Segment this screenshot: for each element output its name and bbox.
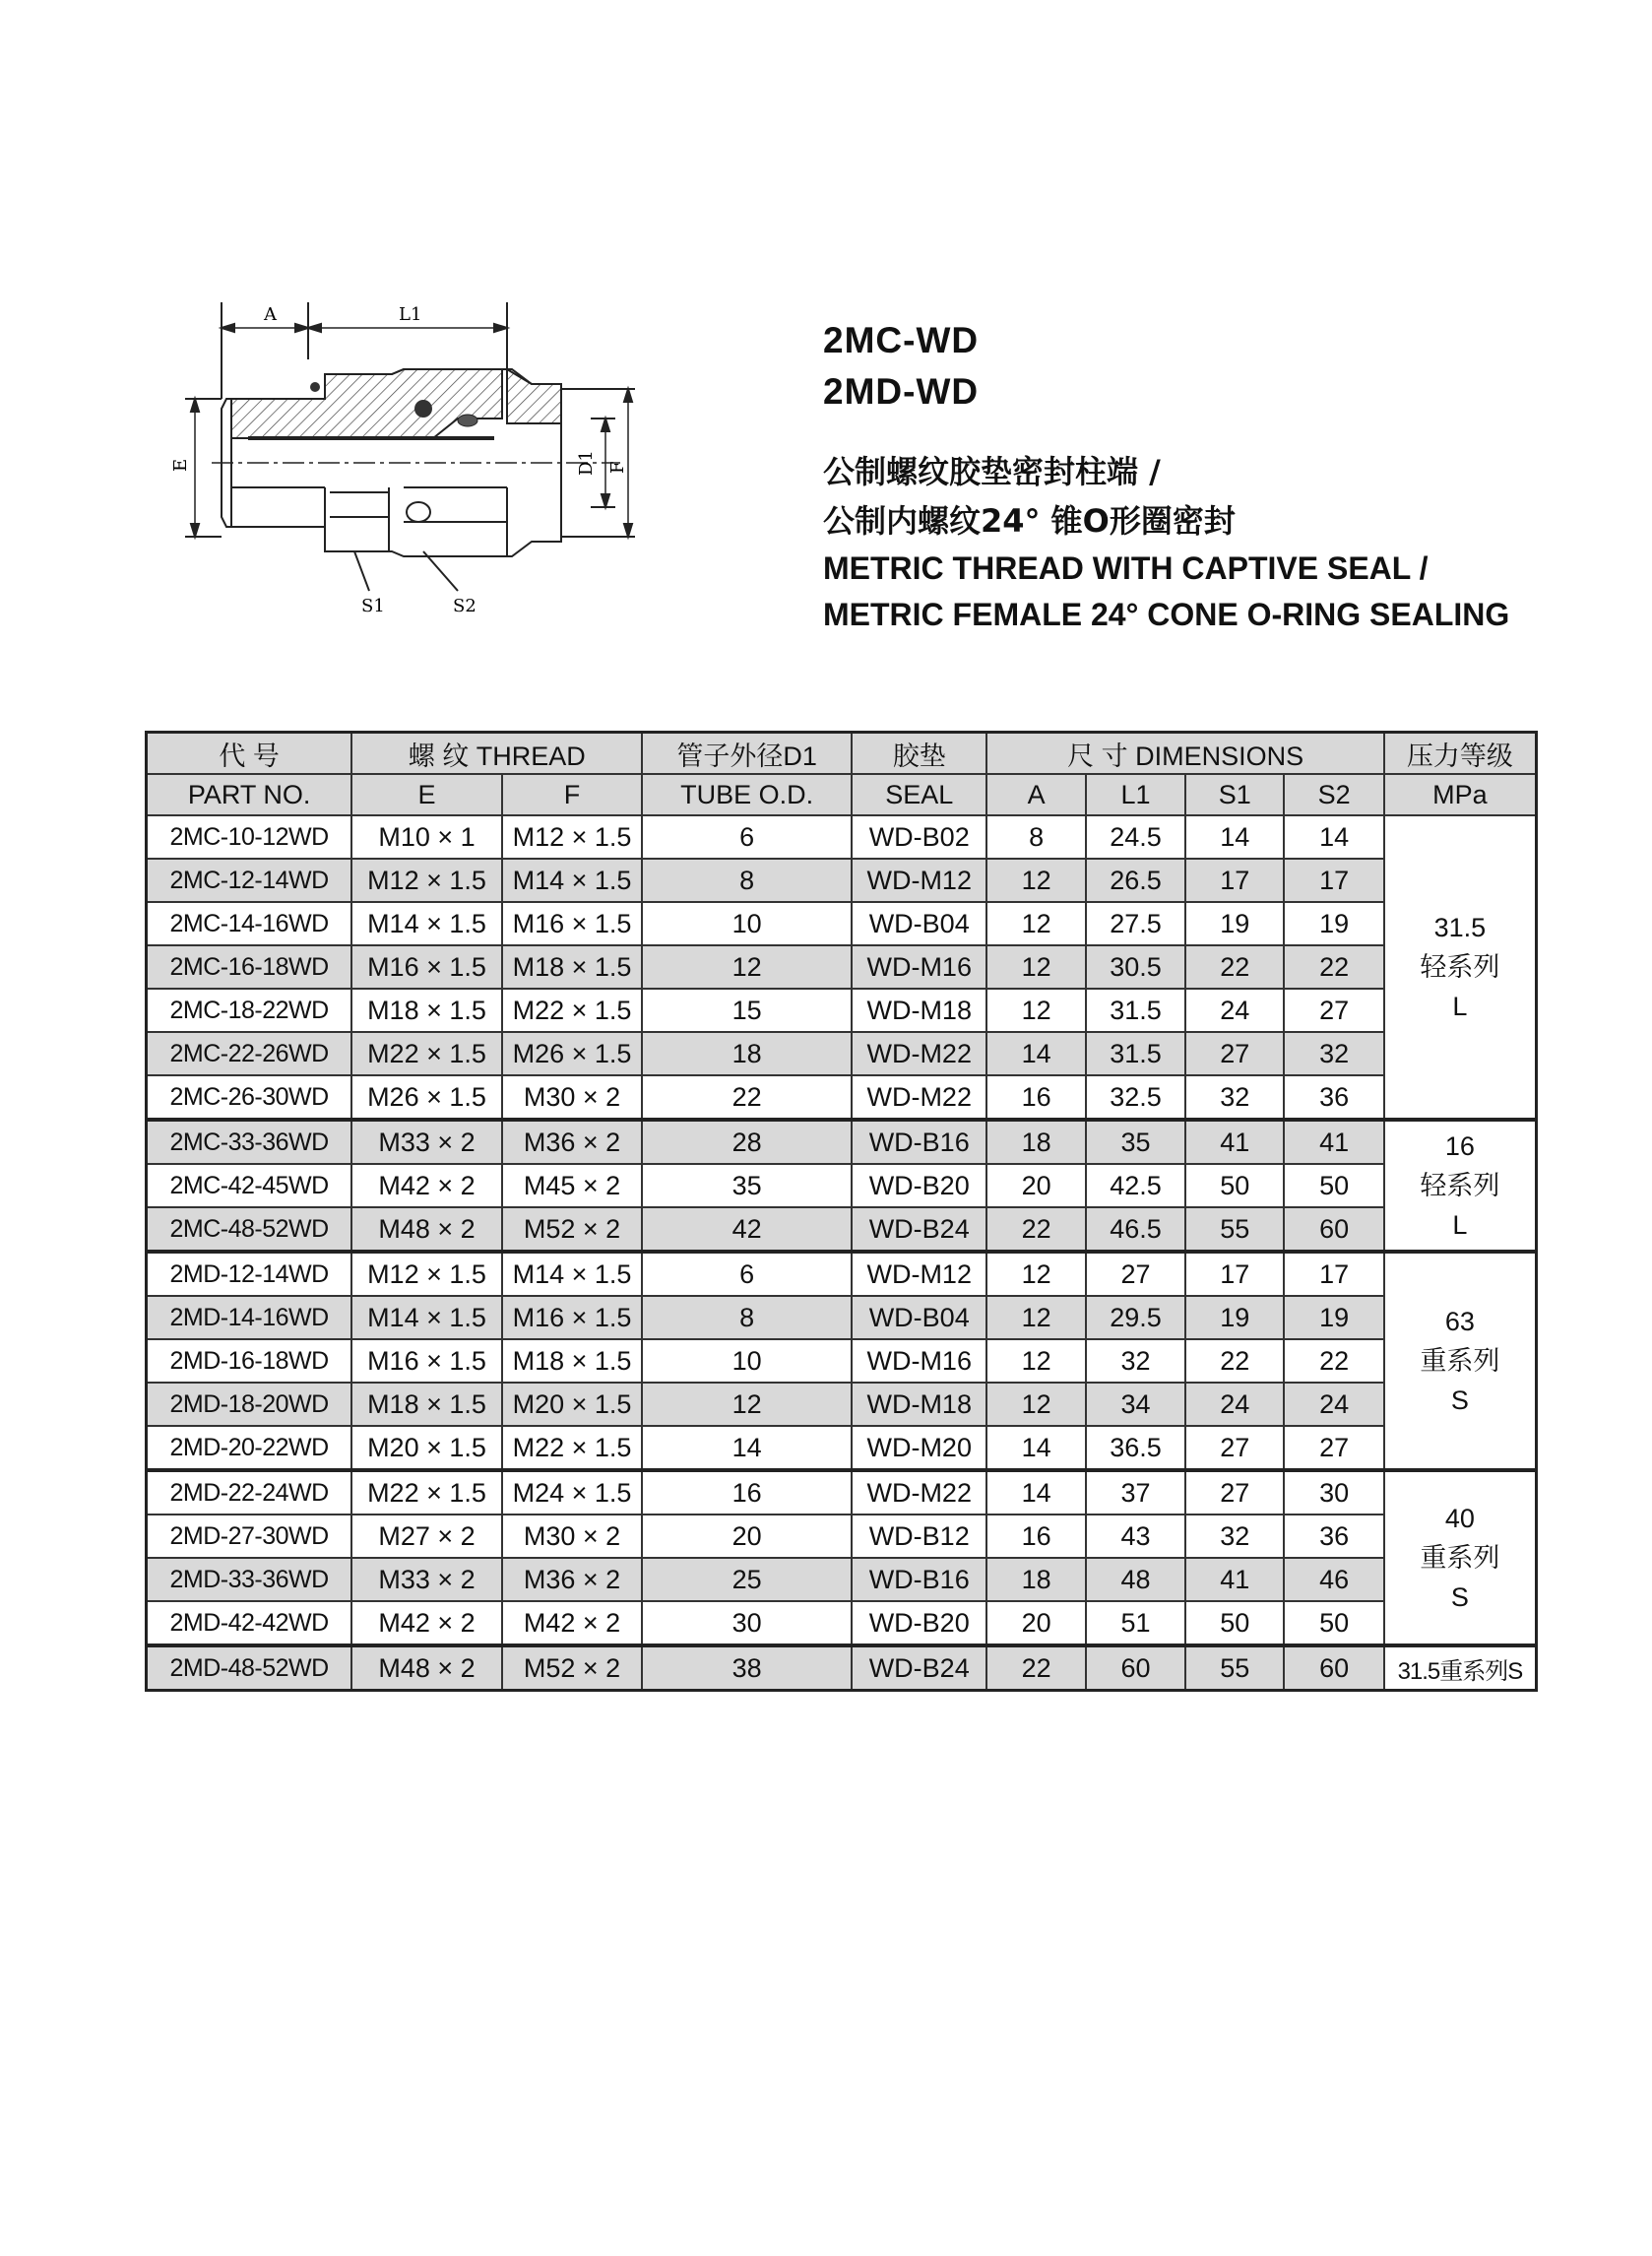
cell-dim-s1: 32 [1185,1515,1284,1558]
cell-dim-a: 12 [986,1383,1085,1426]
table-row [147,815,1537,859]
cell-part-no: 2MC-33-36WD [147,1120,352,1164]
cell-thread-e: M20 × 1.5 [351,1426,502,1470]
cell-dim-a: 12 [986,989,1085,1032]
cell-thread-f: M22 × 1.5 [502,1426,643,1470]
cell-thread-e: M27 × 2 [351,1515,502,1558]
table-row [147,1120,1537,1164]
cell-dim-l1: 43 [1086,1515,1185,1558]
cell-tube-od: 12 [642,945,852,989]
cell-seal: WD-B16 [852,1558,986,1601]
cell-dim-a: 12 [986,945,1085,989]
cell-dim-s1: 24 [1185,1383,1284,1426]
spec-table [145,731,1538,1692]
cell-tube-od: 6 [642,815,852,859]
cell-thread-f: M22 × 1.5 [502,989,643,1032]
cell-dim-l1: 34 [1086,1383,1185,1426]
cell-tube-od: 8 [642,859,852,902]
cell-dim-s1: 55 [1185,1207,1284,1252]
cell-tube-od: 8 [642,1296,852,1339]
cell-thread-f: M24 × 1.5 [502,1470,643,1515]
header-s2: S2 [1284,774,1383,815]
cell-pressure-group [1384,1120,1537,1252]
header-thread: 螺 纹 THREAD [351,733,642,775]
cell-dim-l1: 27 [1086,1252,1185,1296]
cell-dim-a: 14 [986,1426,1085,1470]
pressure-value: 40 [1444,1504,1475,1533]
cell-dim-a: 8 [986,815,1085,859]
cell-dim-s2: 14 [1284,815,1383,859]
cell-pressure-group [1384,1470,1537,1645]
dim-l1-label: L1 [399,304,422,325]
cell-tube-od: 30 [642,1601,852,1645]
cell-part-no: 2MC-18-22WD [147,989,352,1032]
table-row [147,945,1537,989]
cell-part-no: 2MC-22-26WD [147,1032,352,1075]
cell-dim-s2: 19 [1284,902,1383,945]
cell-pressure-group [1384,1252,1537,1470]
table-row [147,989,1537,1032]
cell-dim-l1: 27.5 [1086,902,1185,945]
cell-dim-l1: 46.5 [1086,1207,1185,1252]
table-row [147,1296,1537,1339]
cell-thread-e: M12 × 1.5 [351,859,502,902]
cell-seal: WD-B20 [852,1601,986,1645]
cell-dim-s2: 32 [1284,1032,1383,1075]
header-part-cn: 代 号 [147,733,352,775]
model-code: 2MC-WD [823,320,980,360]
cell-seal: WD-M18 [852,1383,986,1426]
dim-e-label: E [170,458,191,472]
cell-tube-od: 6 [642,1252,852,1296]
cell-tube-od: 16 [642,1470,852,1515]
cell-dim-l1: 26.5 [1086,859,1185,902]
header-f: F [502,774,643,815]
cell-dim-s2: 41 [1284,1120,1383,1164]
cell-dim-l1: 31.5 [1086,989,1185,1032]
cell-tube-od: 10 [642,1339,852,1383]
cell-seal: WD-M22 [852,1032,986,1075]
cell-thread-e: M26 × 1.5 [351,1075,502,1120]
cell-dim-a: 12 [986,902,1085,945]
cell-dim-s1: 22 [1185,945,1284,989]
cell-part-no: 2MC-48-52WD [147,1207,352,1252]
cell-dim-s1: 50 [1185,1164,1284,1207]
cell-dim-s2: 17 [1284,859,1383,902]
cell-seal: WD-B24 [852,1207,986,1252]
title-en-line: METRIC FEMALE 24° CONE O-RING SEALING [823,597,1510,632]
cell-dim-s1: 50 [1185,1601,1284,1645]
cell-tube-od: 10 [642,902,852,945]
cell-seal: WD-M12 [852,1252,986,1296]
table-row [147,859,1537,902]
cell-part-no: 2MC-42-45WD [147,1164,352,1207]
cell-dim-l1: 37 [1086,1470,1185,1515]
cell-tube-od: 15 [642,989,852,1032]
dim-s1-label: S1 [361,596,385,616]
cell-dim-a: 14 [986,1470,1085,1515]
table-row [147,1032,1537,1075]
cell-dim-s1: 27 [1185,1032,1284,1075]
cell-dim-l1: 51 [1086,1601,1185,1645]
dim-a-label: A [264,304,277,325]
cell-tube-od: 35 [642,1164,852,1207]
cell-dim-s2: 60 [1284,1207,1383,1252]
table-row [147,1383,1537,1426]
cell-tube-od: 18 [642,1032,852,1075]
cell-seal: WD-M16 [852,1339,986,1383]
cell-dim-s1: 41 [1185,1120,1284,1164]
cell-dim-l1: 32.5 [1086,1075,1185,1120]
header-l1: L1 [1086,774,1185,815]
cell-dim-s2: 30 [1284,1470,1383,1515]
pressure-value: 16 [1444,1131,1475,1161]
cell-part-no: 2MC-16-18WD [147,945,352,989]
cell-seal: WD-M22 [852,1470,986,1515]
cell-dim-l1: 48 [1086,1558,1185,1601]
header-pressure-unit: MPa [1384,774,1537,815]
pressure-code: L [1452,992,1468,1021]
cell-dim-s2: 24 [1284,1383,1383,1426]
cell-seal: WD-M20 [852,1426,986,1470]
pressure-code: L [1452,1210,1468,1240]
pressure-code: S [1450,1582,1469,1612]
cell-dim-l1: 42.5 [1086,1164,1185,1207]
pressure-code: S [1450,1386,1469,1415]
cell-thread-f: M45 × 2 [502,1164,643,1207]
cell-dim-a: 12 [986,859,1085,902]
cell-thread-e: M10 × 1 [351,815,502,859]
cell-dim-s1: 19 [1185,902,1284,945]
cell-seal: WD-M12 [852,859,986,902]
cell-thread-f: M12 × 1.5 [502,815,643,859]
cell-thread-f: M52 × 2 [502,1645,643,1691]
cell-dim-a: 16 [986,1075,1085,1120]
cell-dim-s1: 17 [1185,859,1284,902]
cell-dim-s1: 19 [1185,1296,1284,1339]
cell-part-no: 2MC-14-16WD [147,902,352,945]
cell-seal: WD-B04 [852,1296,986,1339]
cell-thread-f: M18 × 1.5 [502,1339,643,1383]
cell-part-no: 2MC-10-12WD [147,815,352,859]
header-a: A [986,774,1085,815]
cell-seal: WD-M18 [852,989,986,1032]
cell-seal: WD-B20 [852,1164,986,1207]
cell-dim-s1: 14 [1185,815,1284,859]
cell-thread-e: M22 × 1.5 [351,1032,502,1075]
cell-dim-s2: 27 [1284,1426,1383,1470]
cell-dim-s2: 22 [1284,945,1383,989]
cell-seal: WD-B12 [852,1515,986,1558]
cell-seal: WD-B02 [852,815,986,859]
cell-part-no: 2MD-16-18WD [147,1339,352,1383]
pressure-series: 轻系列 [1420,952,1500,982]
header-s1: S1 [1185,774,1284,815]
cell-dim-l1: 35 [1086,1120,1185,1164]
table-row [147,1558,1537,1601]
table-body [147,815,1537,1691]
cell-dim-a: 14 [986,1032,1085,1075]
cell-thread-f: M52 × 2 [502,1207,643,1252]
table-row [147,1339,1537,1383]
cell-thread-f: M16 × 1.5 [502,902,643,945]
title-en-line: METRIC THREAD WITH CAPTIVE SEAL / [823,550,1429,586]
header-dimensions: 尺 寸 DIMENSIONS [986,733,1383,775]
cell-dim-l1: 36.5 [1086,1426,1185,1470]
fitting-drawing [158,290,709,630]
cell-dim-s1: 17 [1185,1252,1284,1296]
cell-dim-a: 20 [986,1601,1085,1645]
table-row [147,902,1537,945]
pressure-value: 63 [1444,1307,1475,1336]
cell-thread-e: M12 × 1.5 [351,1252,502,1296]
cell-tube-od: 12 [642,1383,852,1426]
cell-thread-f: M18 × 1.5 [502,945,643,989]
cell-dim-s1: 55 [1185,1645,1284,1691]
pressure-value: 31.5 [1433,913,1487,942]
cell-thread-e: M14 × 1.5 [351,1296,502,1339]
header-seal-en: SEAL [852,774,986,815]
cell-part-no: 2MD-20-22WD [147,1426,352,1470]
cell-dim-s2: 50 [1284,1601,1383,1645]
cell-thread-f: M26 × 1.5 [502,1032,643,1075]
cell-thread-f: M42 × 2 [502,1601,643,1645]
model-code: 2MD-WD [823,371,980,412]
cell-dim-l1: 29.5 [1086,1296,1185,1339]
cell-thread-f: M14 × 1.5 [502,859,643,902]
cell-thread-f: M36 × 2 [502,1558,643,1601]
cell-dim-s1: 24 [1185,989,1284,1032]
cell-dim-l1: 31.5 [1086,1032,1185,1075]
cell-dim-a: 18 [986,1558,1085,1601]
table-row [147,1645,1537,1691]
header-row [147,733,1537,775]
cell-dim-a: 20 [986,1164,1085,1207]
cell-dim-s2: 27 [1284,989,1383,1032]
dim-f-label: F [607,461,628,474]
cell-thread-e: M48 × 2 [351,1207,502,1252]
cell-dim-s2: 60 [1284,1645,1383,1691]
cell-part-no: 2MD-42-42WD [147,1601,352,1645]
cell-thread-e: M42 × 2 [351,1164,502,1207]
cell-thread-f: M16 × 1.5 [502,1296,643,1339]
cell-dim-s2: 36 [1284,1075,1383,1120]
table-row [147,1601,1537,1645]
table-row [147,1470,1537,1515]
cell-thread-f: M30 × 2 [502,1075,643,1120]
header-tube-cn: 管子外径D1 [642,733,852,775]
title-cn-line: 公制内螺纹24° 锥O形圈密封 [823,502,1236,540]
cell-part-no: 2MD-33-36WD [147,1558,352,1601]
cell-dim-l1: 24.5 [1086,815,1185,859]
cell-tube-od: 20 [642,1515,852,1558]
table-row [147,1252,1537,1296]
cell-part-no: 2MD-27-30WD [147,1515,352,1558]
cell-dim-l1: 30.5 [1086,945,1185,989]
cell-thread-e: M42 × 2 [351,1601,502,1645]
cell-dim-a: 22 [986,1207,1085,1252]
table-row [147,1515,1537,1558]
pressure-series: 重系列 [1420,1543,1500,1573]
cell-thread-e: M16 × 1.5 [351,945,502,989]
cell-dim-s1: 32 [1185,1075,1284,1120]
cell-dim-s1: 27 [1185,1470,1284,1515]
cell-thread-e: M18 × 1.5 [351,1383,502,1426]
cell-thread-e: M33 × 2 [351,1558,502,1601]
cell-dim-a: 12 [986,1339,1085,1383]
cell-thread-f: M36 × 2 [502,1120,643,1164]
cell-dim-s1: 27 [1185,1426,1284,1470]
cell-thread-f: M14 × 1.5 [502,1252,643,1296]
cell-seal: WD-M16 [852,945,986,989]
cell-thread-f: M30 × 2 [502,1515,643,1558]
cell-part-no: 2MD-22-24WD [147,1470,352,1515]
header-pressure-cn: 压力等级 [1384,733,1537,775]
pressure-series: 重系列 [1420,1346,1500,1376]
dim-s2-label: S2 [453,596,477,616]
cell-part-no: 2MD-48-52WD [147,1645,352,1691]
cell-pressure-group: 31.5重系列S [1384,1645,1537,1691]
pressure-series: 轻系列 [1420,1171,1500,1200]
title-block [823,315,1509,638]
cell-thread-e: M16 × 1.5 [351,1339,502,1383]
cell-thread-e: M33 × 2 [351,1120,502,1164]
cell-part-no: 2MD-14-16WD [147,1296,352,1339]
table-row [147,1207,1537,1252]
cell-seal: WD-M22 [852,1075,986,1120]
cell-thread-e: M18 × 1.5 [351,989,502,1032]
cell-dim-s2: 50 [1284,1164,1383,1207]
dim-d1-label: D1 [576,450,597,476]
title-cn-line: 公制螺纹胶垫密封柱端 / [823,453,1161,490]
cell-tube-od: 25 [642,1558,852,1601]
cell-tube-od: 42 [642,1207,852,1252]
cell-dim-a: 16 [986,1515,1085,1558]
cell-dim-a: 18 [986,1120,1085,1164]
cell-part-no: 2MD-12-14WD [147,1252,352,1296]
cell-dim-s2: 36 [1284,1515,1383,1558]
cell-thread-e: M48 × 2 [351,1645,502,1691]
cell-dim-a: 12 [986,1296,1085,1339]
cell-pressure-group [1384,815,1537,1120]
header-seal-cn: 胶垫 [852,733,986,775]
cell-dim-s1: 41 [1185,1558,1284,1601]
cell-dim-s2: 19 [1284,1296,1383,1339]
header-row [147,774,1537,815]
table-row [147,1164,1537,1207]
cell-part-no: 2MD-18-20WD [147,1383,352,1426]
header-e: E [351,774,502,815]
cell-tube-od: 14 [642,1426,852,1470]
cell-dim-s2: 22 [1284,1339,1383,1383]
cell-dim-l1: 60 [1086,1645,1185,1691]
cell-thread-e: M14 × 1.5 [351,902,502,945]
cell-dim-a: 22 [986,1645,1085,1691]
cell-thread-f: M20 × 1.5 [502,1383,643,1426]
cell-tube-od: 28 [642,1120,852,1164]
table-row [147,1426,1537,1470]
cell-dim-a: 12 [986,1252,1085,1296]
cell-part-no: 2MC-12-14WD [147,859,352,902]
cell-seal: WD-B16 [852,1120,986,1164]
header-tube-en: TUBE O.D. [642,774,852,815]
cell-thread-e: M22 × 1.5 [351,1470,502,1515]
cell-seal: WD-B04 [852,902,986,945]
cell-dim-s2: 17 [1284,1252,1383,1296]
cell-dim-l1: 32 [1086,1339,1185,1383]
table-row [147,1075,1537,1120]
cell-seal: WD-B24 [852,1645,986,1691]
cell-tube-od: 22 [642,1075,852,1120]
cell-dim-s2: 46 [1284,1558,1383,1601]
cell-part-no: 2MC-26-30WD [147,1075,352,1120]
header-part-en: PART NO. [147,774,352,815]
cell-dim-s1: 22 [1185,1339,1284,1383]
cell-tube-od: 38 [642,1645,852,1691]
